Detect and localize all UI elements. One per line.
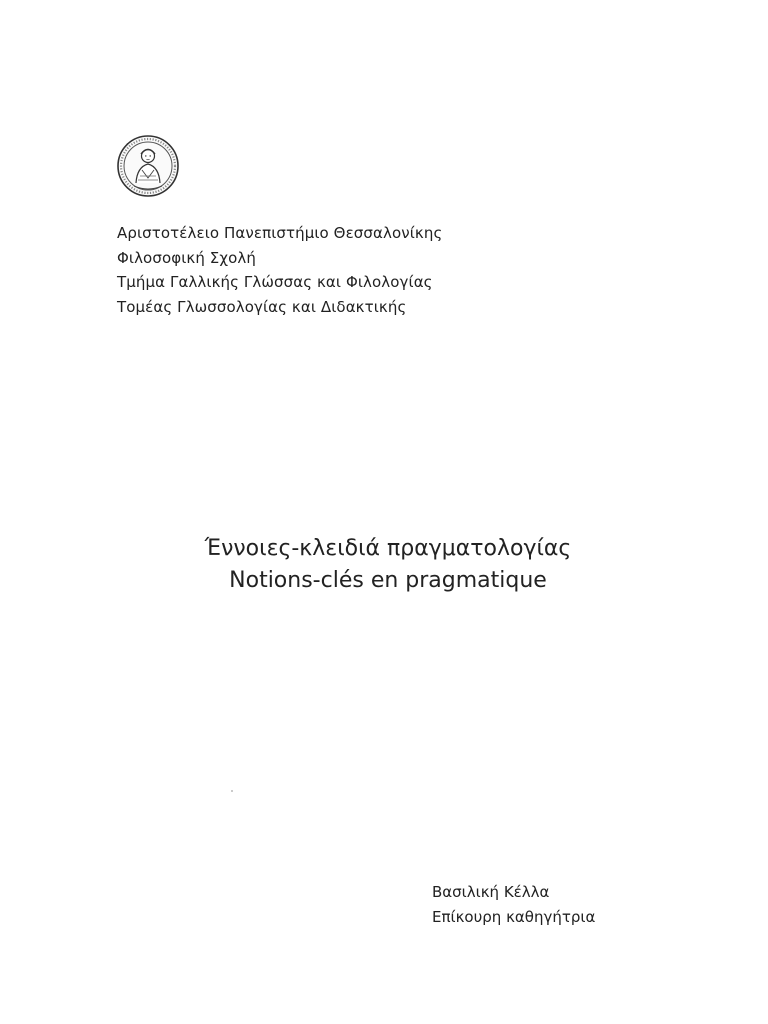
faculty-name: Φιλοσοφική Σχολή xyxy=(117,248,257,267)
university-name: Αριστοτέλειο Πανεπιστήμιο Θεσσαλονίκης xyxy=(117,224,443,242)
institution-header xyxy=(117,221,442,319)
author-role: Επίκουρη καθηγήτρια xyxy=(432,908,596,926)
department-name: Τμήμα Γαλλικής Γλώσσας και Φιλολογίας xyxy=(117,273,433,291)
section-name: Τομέας Γλωσσολογίας και Διδακτικής xyxy=(117,297,407,316)
university-seal-icon xyxy=(116,134,180,198)
document-title xyxy=(0,533,768,597)
author-block xyxy=(432,880,595,930)
title-french: Notions-clés en pragmatique xyxy=(229,568,547,593)
title-greek: Έννοιες-κλειδιά πραγματολογίας xyxy=(204,536,572,561)
scan-speck xyxy=(231,790,233,792)
author-name: Βασιλική Κέλλα xyxy=(432,883,550,901)
